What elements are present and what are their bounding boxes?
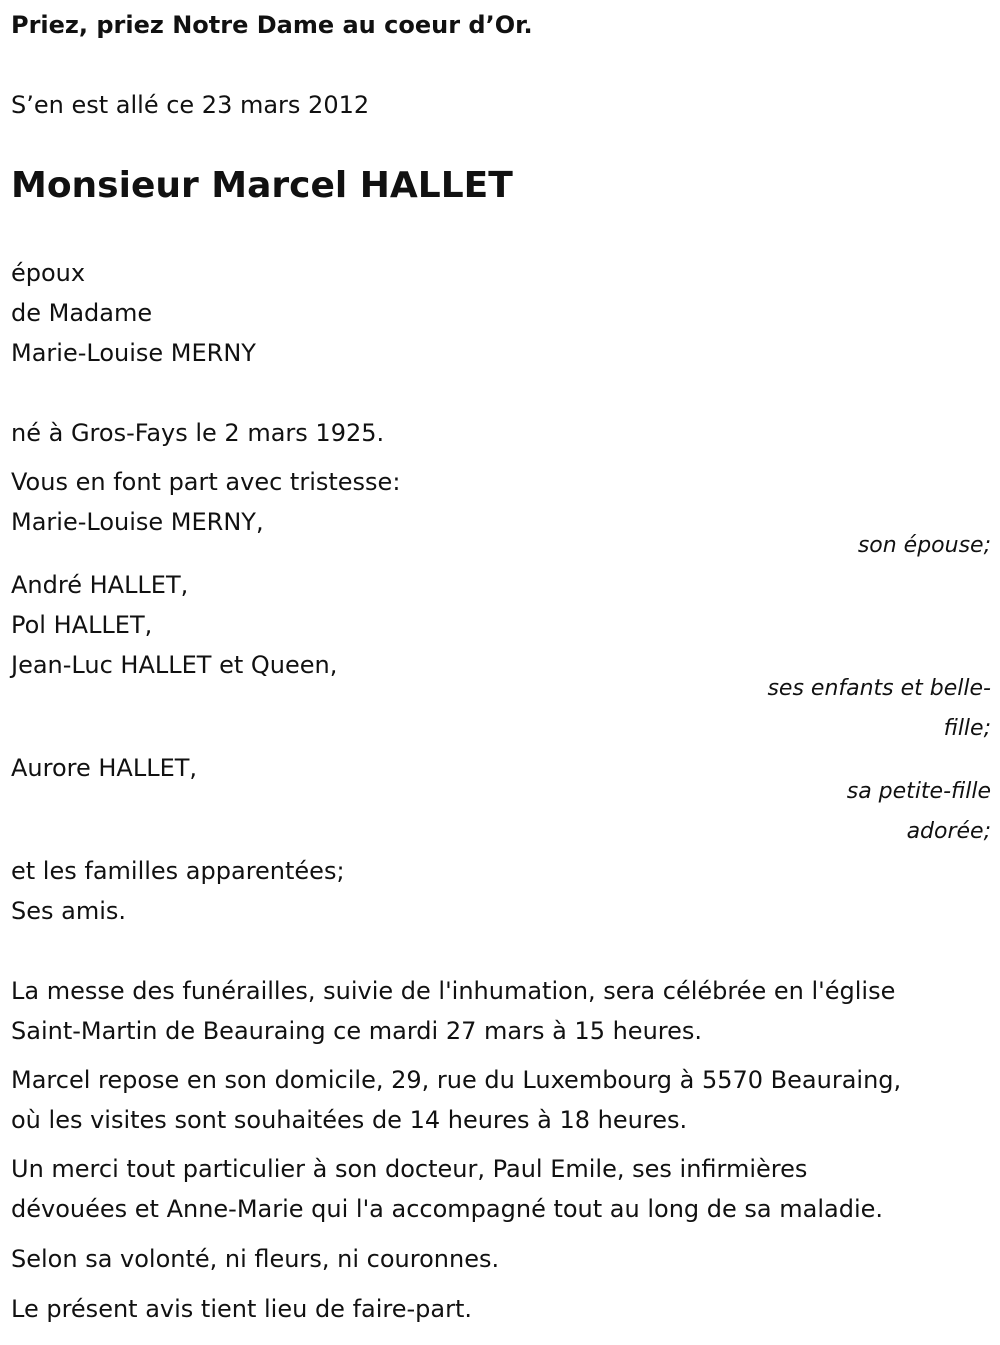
passed-date-line: S’en est allé ce 23 mars 2012 (11, 91, 370, 119)
children-role-line-1: ses enfants et belle- (767, 676, 991, 701)
grandchild-role-line-2: adorée; (906, 819, 991, 844)
children-role-line-2: fille; (943, 716, 991, 741)
notice-line: Le présent avis tient lieu de faire-part. (11, 1295, 473, 1323)
wish-line: Selon sa volonté, ni fleurs, ni couronnes. (11, 1245, 500, 1273)
spouse-line-1: époux (11, 259, 86, 287)
wife-name: Marie-Louise MERNY, (11, 508, 264, 536)
obituary-document (11, 0, 991, 1345)
spouse-line-3: Marie-Louise MERNY (11, 339, 256, 367)
birth-line: né à Gros-Fays le 2 mars 1925. (11, 419, 385, 447)
child-1: André HALLET, (11, 571, 189, 599)
funeral-line-2: Saint-Martin de Beauraing ce mardi 27 mars à 15 heures. (11, 1017, 703, 1045)
child-2: Pol HALLET, (11, 611, 153, 639)
child-3: Jean-Luc HALLET et Queen, (11, 651, 338, 679)
funeral-line-1: La messe des funérailles, suivie de l'inhumation, sera célébrée en l'église (11, 977, 896, 1005)
announcement-line: Vous en font part avec tristesse: (11, 468, 401, 496)
thanks-line-1: Un merci tout particulier à son docteur, Paul Emile, ses infirmières (11, 1155, 808, 1183)
deceased-name: Monsieur Marcel HALLET (11, 165, 513, 206)
wife-role: son épouse; (857, 533, 991, 558)
friends-line: Ses amis. (11, 897, 127, 925)
grandchild: Aurore HALLET, (11, 754, 198, 782)
grandchild-role-line-1: sa petite-fille (846, 779, 991, 804)
relatives-line: et les familles apparentées; (11, 857, 345, 885)
prayer-header: Priez, priez Notre Dame au coeur d’Or. (11, 11, 533, 39)
visitation-line-1: Marcel repose en son domicile, 29, rue du Luxembourg à 5570 Beauraing, (11, 1066, 902, 1094)
visitation-line-2: où les visites sont souhaitées de 14 heures à 18 heures. (11, 1106, 688, 1134)
spouse-line-2: de Madame (11, 299, 153, 327)
thanks-line-2: dévouées et Anne-Marie qui l'a accompagné tout au long de sa maladie. (11, 1195, 884, 1223)
